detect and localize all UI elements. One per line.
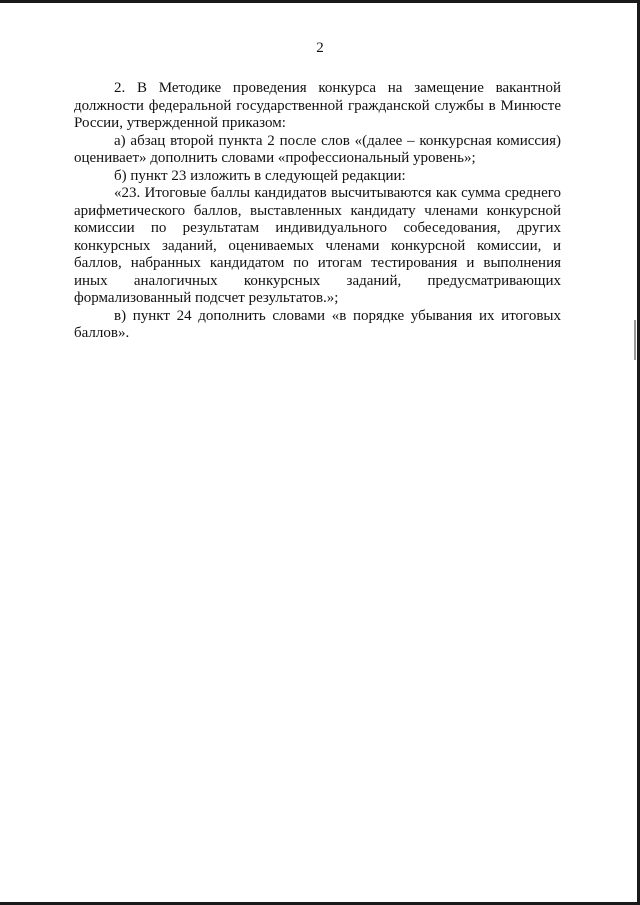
document-body [74,80,561,343]
paragraph-subitem-v: в) пункт 24 дополнить словами «в порядке убывания их итоговых баллов». [74,307,561,341]
scan-border-top [0,0,640,3]
paragraph-item-2: 2. В Методике проведения конкурса на замещение вакантной должности федеральной государственной гражданской службы в Минюсте России, утвержденной приказом: [74,80,561,131]
page-number: 2 [316,40,324,56]
paragraph-subitem-b: б) пункт 23 изложить в следующей редакции: [114,167,406,184]
scan-artifact [634,320,636,360]
paragraph-quoted-point-23: «23. Итоговые баллы кандидатов высчитываются как сумма среднего арифметического баллов, выставленных кандидату членами конкурсной комиссии по результатам индивидуального собеседования, других конкурсных заданий, оцениваемых членами конкурсной комиссии, и баллов, набранных кандидатом по итогам тестирования и выполнения иных аналогичных конкурсных заданий, предусматривающих формализованный подсчет результатов.»; [74,185,561,306]
paragraph-subitem-a: а) абзац второй пункта 2 после слов «(далее – конкурсная комиссия) оценивает» дополнить словами «профессиональный уровень»; [74,132,561,166]
